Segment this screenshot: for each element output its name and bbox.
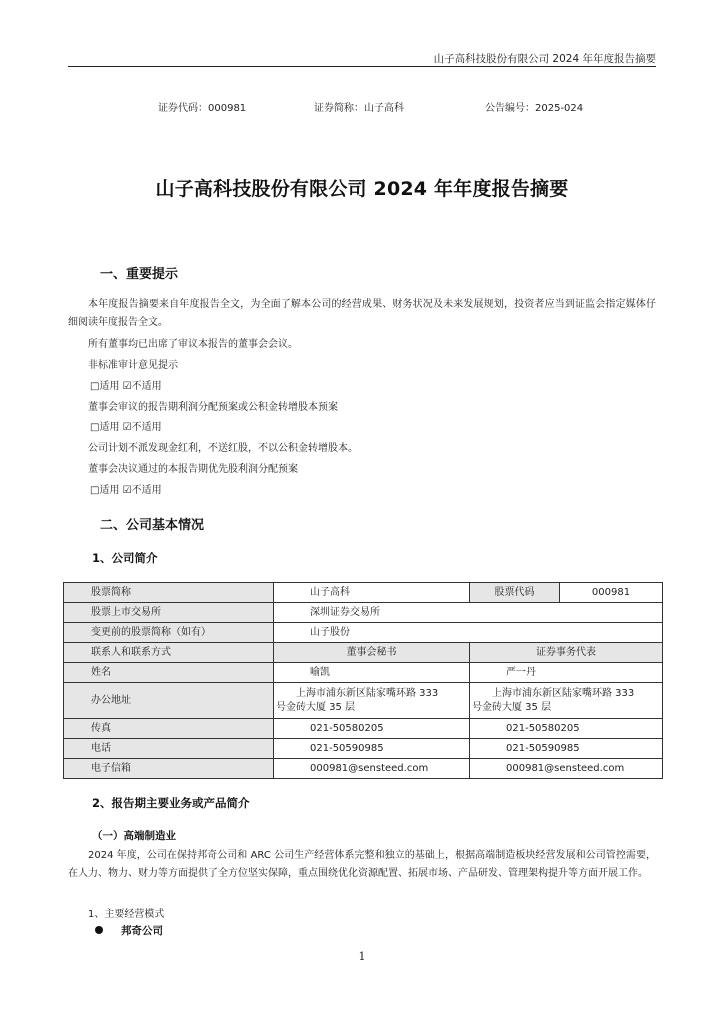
stock-code: 证券代码：000981 [158, 103, 247, 114]
high-end-manufacturing-heading: （一）高端制造业 [92, 830, 176, 842]
office-address-label: 办公地址 [64, 683, 274, 719]
notice-number: 公告编号：2025-024 [485, 103, 584, 114]
table-row [64, 603, 663, 623]
stock-name-value: 山子高科 [274, 583, 470, 603]
address-line: 号金砖大厦 35 层 [472, 701, 552, 713]
contact-label: 联系人和联系方式 [64, 643, 274, 663]
intro-paragraph: 本年度报告摘要来自年度报告全文，为全面了解本公司的经营成果、财务状况及未来发展规划，投资者应当到证监会指定媒体仔细阅读年度报告全文。 [68, 299, 656, 328]
address-line: 上海市浦东新区陆家嘴环路 333 [296, 687, 439, 699]
table-row [64, 583, 663, 603]
securities-rep-phone: 021-50590985 [470, 739, 663, 759]
table-row [64, 719, 663, 739]
previous-name-label: 变更前的股票简称（如有） [64, 623, 274, 643]
board-secretary-header: 董事会秘书 [274, 643, 470, 663]
address-line: 上海市浦东新区陆家嘴环路 333 [492, 687, 635, 699]
bullet-icon [95, 926, 103, 934]
table-row [64, 683, 663, 719]
securities-rep-name: 严一丹 [470, 663, 663, 683]
page-number: 1 [358, 950, 366, 963]
fax-label: 传真 [64, 719, 274, 739]
bullet-label: 邦奇公司 [121, 925, 163, 937]
securities-rep-header: 证券事务代表 [470, 643, 663, 663]
operating-model-line: 1、主要经营模式 [88, 909, 165, 920]
previous-name-value: 山子股份 [274, 623, 663, 643]
preferred-share-label: 董事会决议通过的本报告期优先股利润分配预案 [88, 464, 298, 475]
board-secretary-fax: 021-50580205 [274, 719, 470, 739]
securities-rep-fax: 021-50580205 [470, 719, 663, 739]
board-secretary-address [274, 683, 470, 719]
main-business-heading: 2、报告期主要业务或产品简介 [92, 796, 250, 810]
document-title: 山子高科技股份有限公司 2024 年年度报告摘要 [155, 178, 569, 200]
applicable-checkbox-line: □适用 ☑不适用 [90, 381, 162, 392]
header-rule [68, 66, 656, 67]
profit-distribution-label: 董事会审议的报告期利润分配预案或公积金转增股本预案 [88, 402, 338, 413]
phone-label: 电话 [64, 739, 274, 759]
section-important-notice-heading: 一、重要提示 [100, 267, 179, 282]
address-line: 号金砖大厦 35 层 [276, 701, 356, 713]
stock-code-label: 股票代码 [470, 583, 560, 603]
stock-code-value: 000981 [560, 583, 663, 603]
email-label: 电子信箱 [64, 759, 274, 779]
section-company-basic-heading: 二、公司基本情况 [100, 518, 205, 533]
running-header: 山子高科技股份有限公司 2024 年年度报告摘要 [433, 53, 656, 65]
securities-rep-email: 000981@sensteed.com [470, 759, 663, 779]
table-row [64, 643, 663, 663]
table-row [64, 623, 663, 643]
bullet-item [95, 923, 163, 938]
stock-name-label: 股票简称 [64, 583, 274, 603]
manufacturing-paragraph: 2024 年度，公司在保持邦奇公司和 ARC 公司生产经营体系完整和独立的基础上，根据高端制造板块经营发展和公司管控需要，在人力、物力、财力等方面提供了全方位坚实保障，重点围绕优化资源配置、拓展市场、产品研发、管理架构提升等方面开展工作。 [68, 850, 656, 879]
company-profile-table [63, 582, 663, 779]
board-secretary-phone: 021-50590985 [274, 739, 470, 759]
board-secretary-email: 000981@sensteed.com [274, 759, 470, 779]
table-row [64, 759, 663, 779]
exchange-label: 股票上市交易所 [64, 603, 274, 623]
name-label: 姓名 [64, 663, 274, 683]
table-row [64, 663, 663, 683]
applicable-checkbox-line: □适用 ☑不适用 [90, 422, 162, 433]
company-profile-heading: 1、公司简介 [92, 551, 158, 565]
dividend-plan-line: 公司计划不派发现金红利，不送红股，不以公积金转增股本。 [88, 443, 358, 454]
table-row [64, 739, 663, 759]
securities-rep-address [470, 683, 663, 719]
directors-attendance-line: 所有董事均已出席了审议本报告的董事会会议。 [88, 339, 298, 350]
board-secretary-name: 喻凯 [274, 663, 470, 683]
non-standard-audit-label: 非标准审计意见提示 [88, 360, 178, 371]
exchange-value: 深圳证券交易所 [274, 603, 663, 623]
stock-abbreviation: 证券简称：山子高科 [314, 103, 404, 114]
applicable-checkbox-line: □适用 ☑不适用 [90, 485, 162, 496]
